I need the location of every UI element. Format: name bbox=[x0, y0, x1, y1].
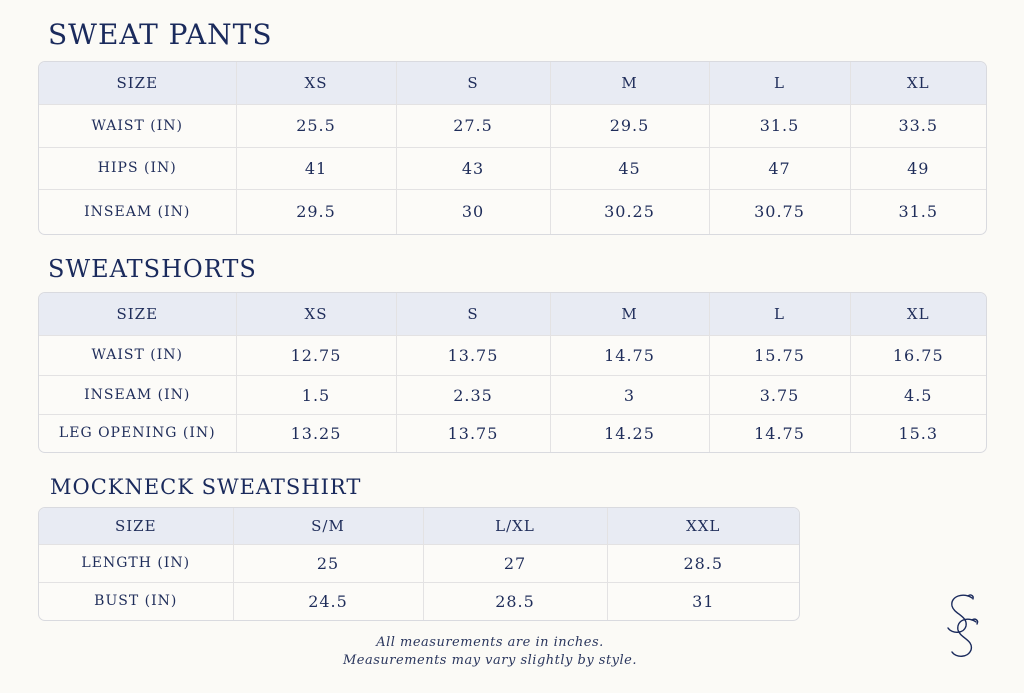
row-label: WAIST (IN) bbox=[39, 335, 236, 376]
table-cell: 41 bbox=[236, 147, 396, 189]
footer-note bbox=[330, 634, 650, 670]
table-cell: 13.75 bbox=[396, 335, 550, 376]
column-header: XL bbox=[850, 62, 986, 104]
table-cell: 14.75 bbox=[709, 414, 850, 452]
table-cell: 31 bbox=[692, 591, 715, 611]
column-header: M bbox=[550, 293, 709, 335]
table-cell: 1.5 bbox=[236, 376, 396, 415]
table-header-row bbox=[39, 62, 986, 104]
sweatshorts-title: SWEATSHORTS bbox=[48, 255, 257, 283]
table-cell: 12.75 bbox=[236, 335, 396, 376]
column-header: L bbox=[709, 62, 850, 104]
column-header: XXL bbox=[607, 508, 799, 544]
column-header: M bbox=[550, 62, 709, 104]
table-header-row bbox=[39, 293, 986, 335]
table-row bbox=[39, 544, 799, 582]
row-label: BUST (IN) bbox=[39, 582, 233, 620]
table-cell: 33.5 bbox=[850, 104, 986, 147]
monogram-logo bbox=[938, 592, 986, 662]
table-cell: 30 bbox=[396, 189, 550, 234]
table-row bbox=[39, 147, 986, 189]
table-cell: 2.35 bbox=[396, 376, 550, 415]
table-cell: 16.75 bbox=[850, 335, 986, 376]
table-row bbox=[39, 335, 986, 376]
column-header: SIZE bbox=[39, 508, 233, 544]
sweat-pants-table bbox=[38, 61, 987, 235]
sweatshorts-table bbox=[38, 292, 987, 453]
table-cell: 29.5 bbox=[236, 189, 396, 234]
table-cell: 28.5 bbox=[423, 582, 607, 620]
table-cell: 15.75 bbox=[709, 335, 850, 376]
table-cell: 28.5 bbox=[607, 544, 799, 582]
table-row bbox=[39, 582, 799, 620]
table-cell: 31.5 bbox=[709, 104, 850, 147]
row-label: WAIST (IN) bbox=[39, 104, 236, 147]
table-cell: 27.5 bbox=[396, 104, 550, 147]
column-header: XS bbox=[236, 62, 396, 104]
row-label: INSEAM (IN) bbox=[39, 189, 236, 234]
table-cell: 31.5 bbox=[898, 202, 939, 222]
row-label: LEG OPENING (IN) bbox=[39, 414, 236, 452]
column-header: SIZE bbox=[39, 293, 236, 335]
sweat-pants-title: SWEAT PANTS bbox=[48, 18, 273, 51]
column-header: L bbox=[709, 293, 850, 335]
table-row bbox=[39, 414, 986, 452]
table-cell: 43 bbox=[396, 147, 550, 189]
table-cell: 45 bbox=[550, 147, 709, 189]
row-label: HIPS (IN) bbox=[39, 147, 236, 189]
table-cell: 30.75 bbox=[709, 189, 850, 234]
column-header: S/M bbox=[233, 508, 423, 544]
table-cell: 24.5 bbox=[233, 582, 423, 620]
table-cell: 13.25 bbox=[236, 414, 396, 452]
table-cell: 13.75 bbox=[396, 414, 550, 452]
column-header: S bbox=[396, 62, 550, 104]
column-header: L/XL bbox=[423, 508, 607, 544]
table-cell: 47 bbox=[709, 147, 850, 189]
table-cell: 25 bbox=[233, 544, 423, 582]
table-cell: 15.3 bbox=[898, 423, 939, 443]
table-cell: 27 bbox=[423, 544, 607, 582]
mockneck-sweatshirt-title: MOCKNECK SWEATSHIRT bbox=[50, 475, 362, 499]
footer-line-variation: Measurements may vary slightly by style. bbox=[342, 653, 638, 668]
table-row bbox=[39, 189, 986, 234]
table-cell: 29.5 bbox=[550, 104, 709, 147]
table-cell: 3.75 bbox=[709, 376, 850, 415]
footer-line-units: All measurements are in inches. bbox=[376, 635, 604, 650]
table-cell: 14.25 bbox=[550, 414, 709, 452]
table-row bbox=[39, 376, 986, 415]
column-header: S bbox=[396, 293, 550, 335]
row-label: LENGTH (IN) bbox=[39, 544, 233, 582]
table-cell: 4.5 bbox=[850, 376, 986, 415]
column-header: XS bbox=[236, 293, 396, 335]
table-cell: 3 bbox=[550, 376, 709, 415]
table-header-row bbox=[39, 508, 799, 544]
table-row bbox=[39, 104, 986, 147]
table-cell: 14.75 bbox=[550, 335, 709, 376]
table-cell: 49 bbox=[850, 147, 986, 189]
table-cell: 30.25 bbox=[550, 189, 709, 234]
table-cell: 25.5 bbox=[236, 104, 396, 147]
mockneck-sweatshirt-table bbox=[38, 507, 800, 621]
column-header: XL bbox=[850, 293, 986, 335]
column-header: SIZE bbox=[39, 62, 236, 104]
row-label: INSEAM (IN) bbox=[39, 376, 236, 415]
